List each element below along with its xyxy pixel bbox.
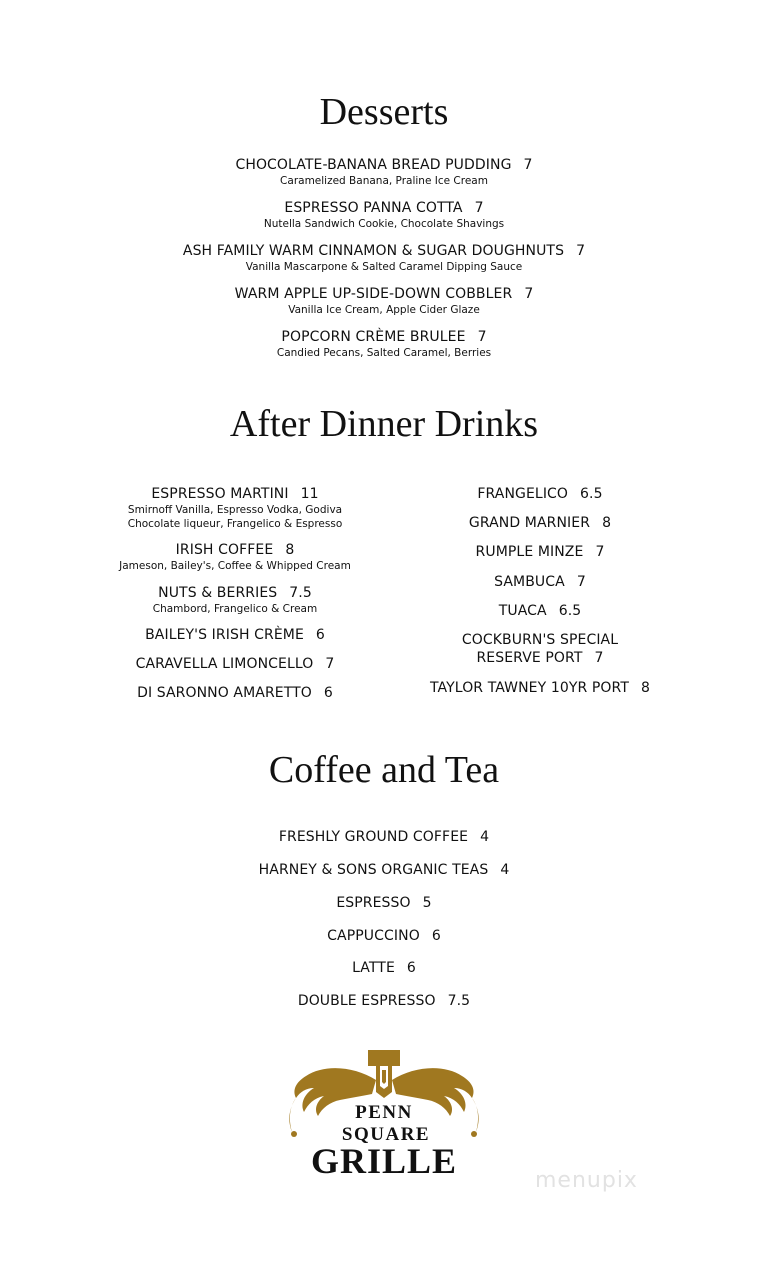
item-price: 4 xyxy=(500,862,510,878)
item-price: 5 xyxy=(422,895,432,911)
coffee-item xyxy=(0,992,768,1010)
item-name: TUACA xyxy=(498,603,547,619)
drink-item xyxy=(385,631,695,667)
watermark: menupix xyxy=(535,1168,638,1193)
drink-item xyxy=(80,684,390,702)
item-name: FRESHLY GROUND COFFEE xyxy=(278,829,469,845)
item-price: 4 xyxy=(480,829,490,845)
item-price: 7 xyxy=(477,329,487,345)
item-name: CAPPUCCINO xyxy=(327,928,420,944)
item-name: DI SARONNO AMARETTO xyxy=(137,685,312,701)
drink-item xyxy=(80,485,390,531)
coffee-item xyxy=(0,959,768,977)
item-name: HARNEY & SONS ORGANIC TEAS xyxy=(258,862,489,878)
item-name: CARAVELLA LIMONCELLO xyxy=(135,656,314,672)
drink-item xyxy=(385,514,695,532)
item-price: 7.5 xyxy=(289,585,312,601)
item-name: ESPRESSO PANNA COTTA xyxy=(284,200,463,216)
item-name: BAILEY'S IRISH CRÈME xyxy=(145,627,304,643)
item-name: GRAND MARNIER xyxy=(468,515,591,531)
logo-line-penn: PENN xyxy=(355,1102,413,1123)
item-price: 7 xyxy=(595,544,605,560)
item-price: 7 xyxy=(576,574,586,590)
item-name: RESERVE PORT xyxy=(476,650,583,666)
item-price: 7 xyxy=(524,286,534,302)
item-name: COCKBURN'S SPECIAL xyxy=(461,632,619,648)
drink-item xyxy=(80,655,390,673)
item-name: DOUBLE ESPRESSO xyxy=(297,993,436,1009)
dessert-item xyxy=(0,199,768,231)
coffee-item xyxy=(0,828,768,846)
item-price: 7 xyxy=(325,656,335,672)
item-price: 8 xyxy=(285,542,295,558)
drink-item xyxy=(80,626,390,644)
item-price: 6.5 xyxy=(580,486,603,502)
item-name: ESPRESSO MARTINI xyxy=(151,486,289,502)
item-description: Jameson, Bailey's, Coffee & Whipped Cream xyxy=(119,560,351,572)
item-description: Caramelized Banana, Praline Ice Cream xyxy=(280,175,488,187)
item-price: 6 xyxy=(323,685,333,701)
coffee-item xyxy=(0,894,768,912)
item-name: SAMBUCA xyxy=(494,574,565,590)
item-price: 6.5 xyxy=(558,603,582,619)
penn-square-grille-logo xyxy=(284,1046,484,1181)
drink-item xyxy=(385,543,695,561)
item-name: IRISH COFFEE xyxy=(175,542,274,558)
dessert-item xyxy=(0,285,768,317)
drink-item xyxy=(385,679,695,697)
item-price: 8 xyxy=(641,680,651,696)
item-description: Candied Pecans, Salted Caramel, Berries xyxy=(276,347,492,359)
item-name: RUMPLE MINZE xyxy=(475,544,584,560)
item-price: 7 xyxy=(576,243,586,259)
item-price: 7.5 xyxy=(447,993,471,1009)
item-name: ESPRESSO xyxy=(336,895,411,911)
item-price: 6 xyxy=(315,627,325,643)
item-name: ASH FAMILY WARM CINNAMON & SUGAR DOUGHNUTS xyxy=(182,243,565,259)
drink-item xyxy=(80,584,390,616)
dessert-item xyxy=(0,156,768,188)
coffee-item xyxy=(0,861,768,879)
item-name: LATTE xyxy=(352,960,395,976)
coffee-title: Coffee and Tea xyxy=(268,749,500,791)
dessert-item xyxy=(0,328,768,360)
item-name: POPCORN CRÈME BRULEE xyxy=(281,329,466,345)
coffee-item xyxy=(0,927,768,945)
logo-line-grille: GRILLE xyxy=(310,1141,458,1181)
drink-item xyxy=(385,602,695,620)
item-price: 11 xyxy=(300,486,319,502)
item-price: 7 xyxy=(474,200,484,216)
item-name: FRANGELICO xyxy=(477,486,569,502)
dessert-item xyxy=(0,242,768,274)
logo-line-square: SQUARE xyxy=(341,1124,431,1145)
item-description: Nutella Sandwich Cookie, Chocolate Shavings xyxy=(263,218,505,230)
item-name: CHOCOLATE-BANANA BREAD PUDDING xyxy=(235,157,512,173)
desserts-title: Desserts xyxy=(319,91,449,133)
drink-item xyxy=(80,541,390,573)
item-name: NUTS & BERRIES xyxy=(158,585,278,601)
item-price: 8 xyxy=(602,515,612,531)
item-description: Vanilla Ice Cream, Apple Cider Glaze xyxy=(288,304,480,316)
item-price: 6 xyxy=(406,960,416,976)
item-description: Smirnoff Vanilla, Espresso Vodka, Godiva xyxy=(127,504,343,516)
item-description: Chocolate liqueur, Frangelico & Espresso xyxy=(127,518,343,530)
drink-item xyxy=(385,573,695,591)
item-name: TAYLOR TAWNEY 10YR PORT xyxy=(429,680,629,696)
item-description: Vanilla Mascarpone & Salted Caramel Dipping Sauce xyxy=(245,261,523,273)
drink-item xyxy=(385,485,695,503)
item-price: 6 xyxy=(431,928,441,944)
item-price: 7 xyxy=(594,650,604,666)
item-description: Chambord, Frangelico & Cream xyxy=(152,603,318,615)
item-name: WARM APPLE UP-SIDE-DOWN COBBLER xyxy=(234,286,513,302)
item-price: 7 xyxy=(523,157,533,173)
after-dinner-title: After Dinner Drinks xyxy=(229,403,539,445)
